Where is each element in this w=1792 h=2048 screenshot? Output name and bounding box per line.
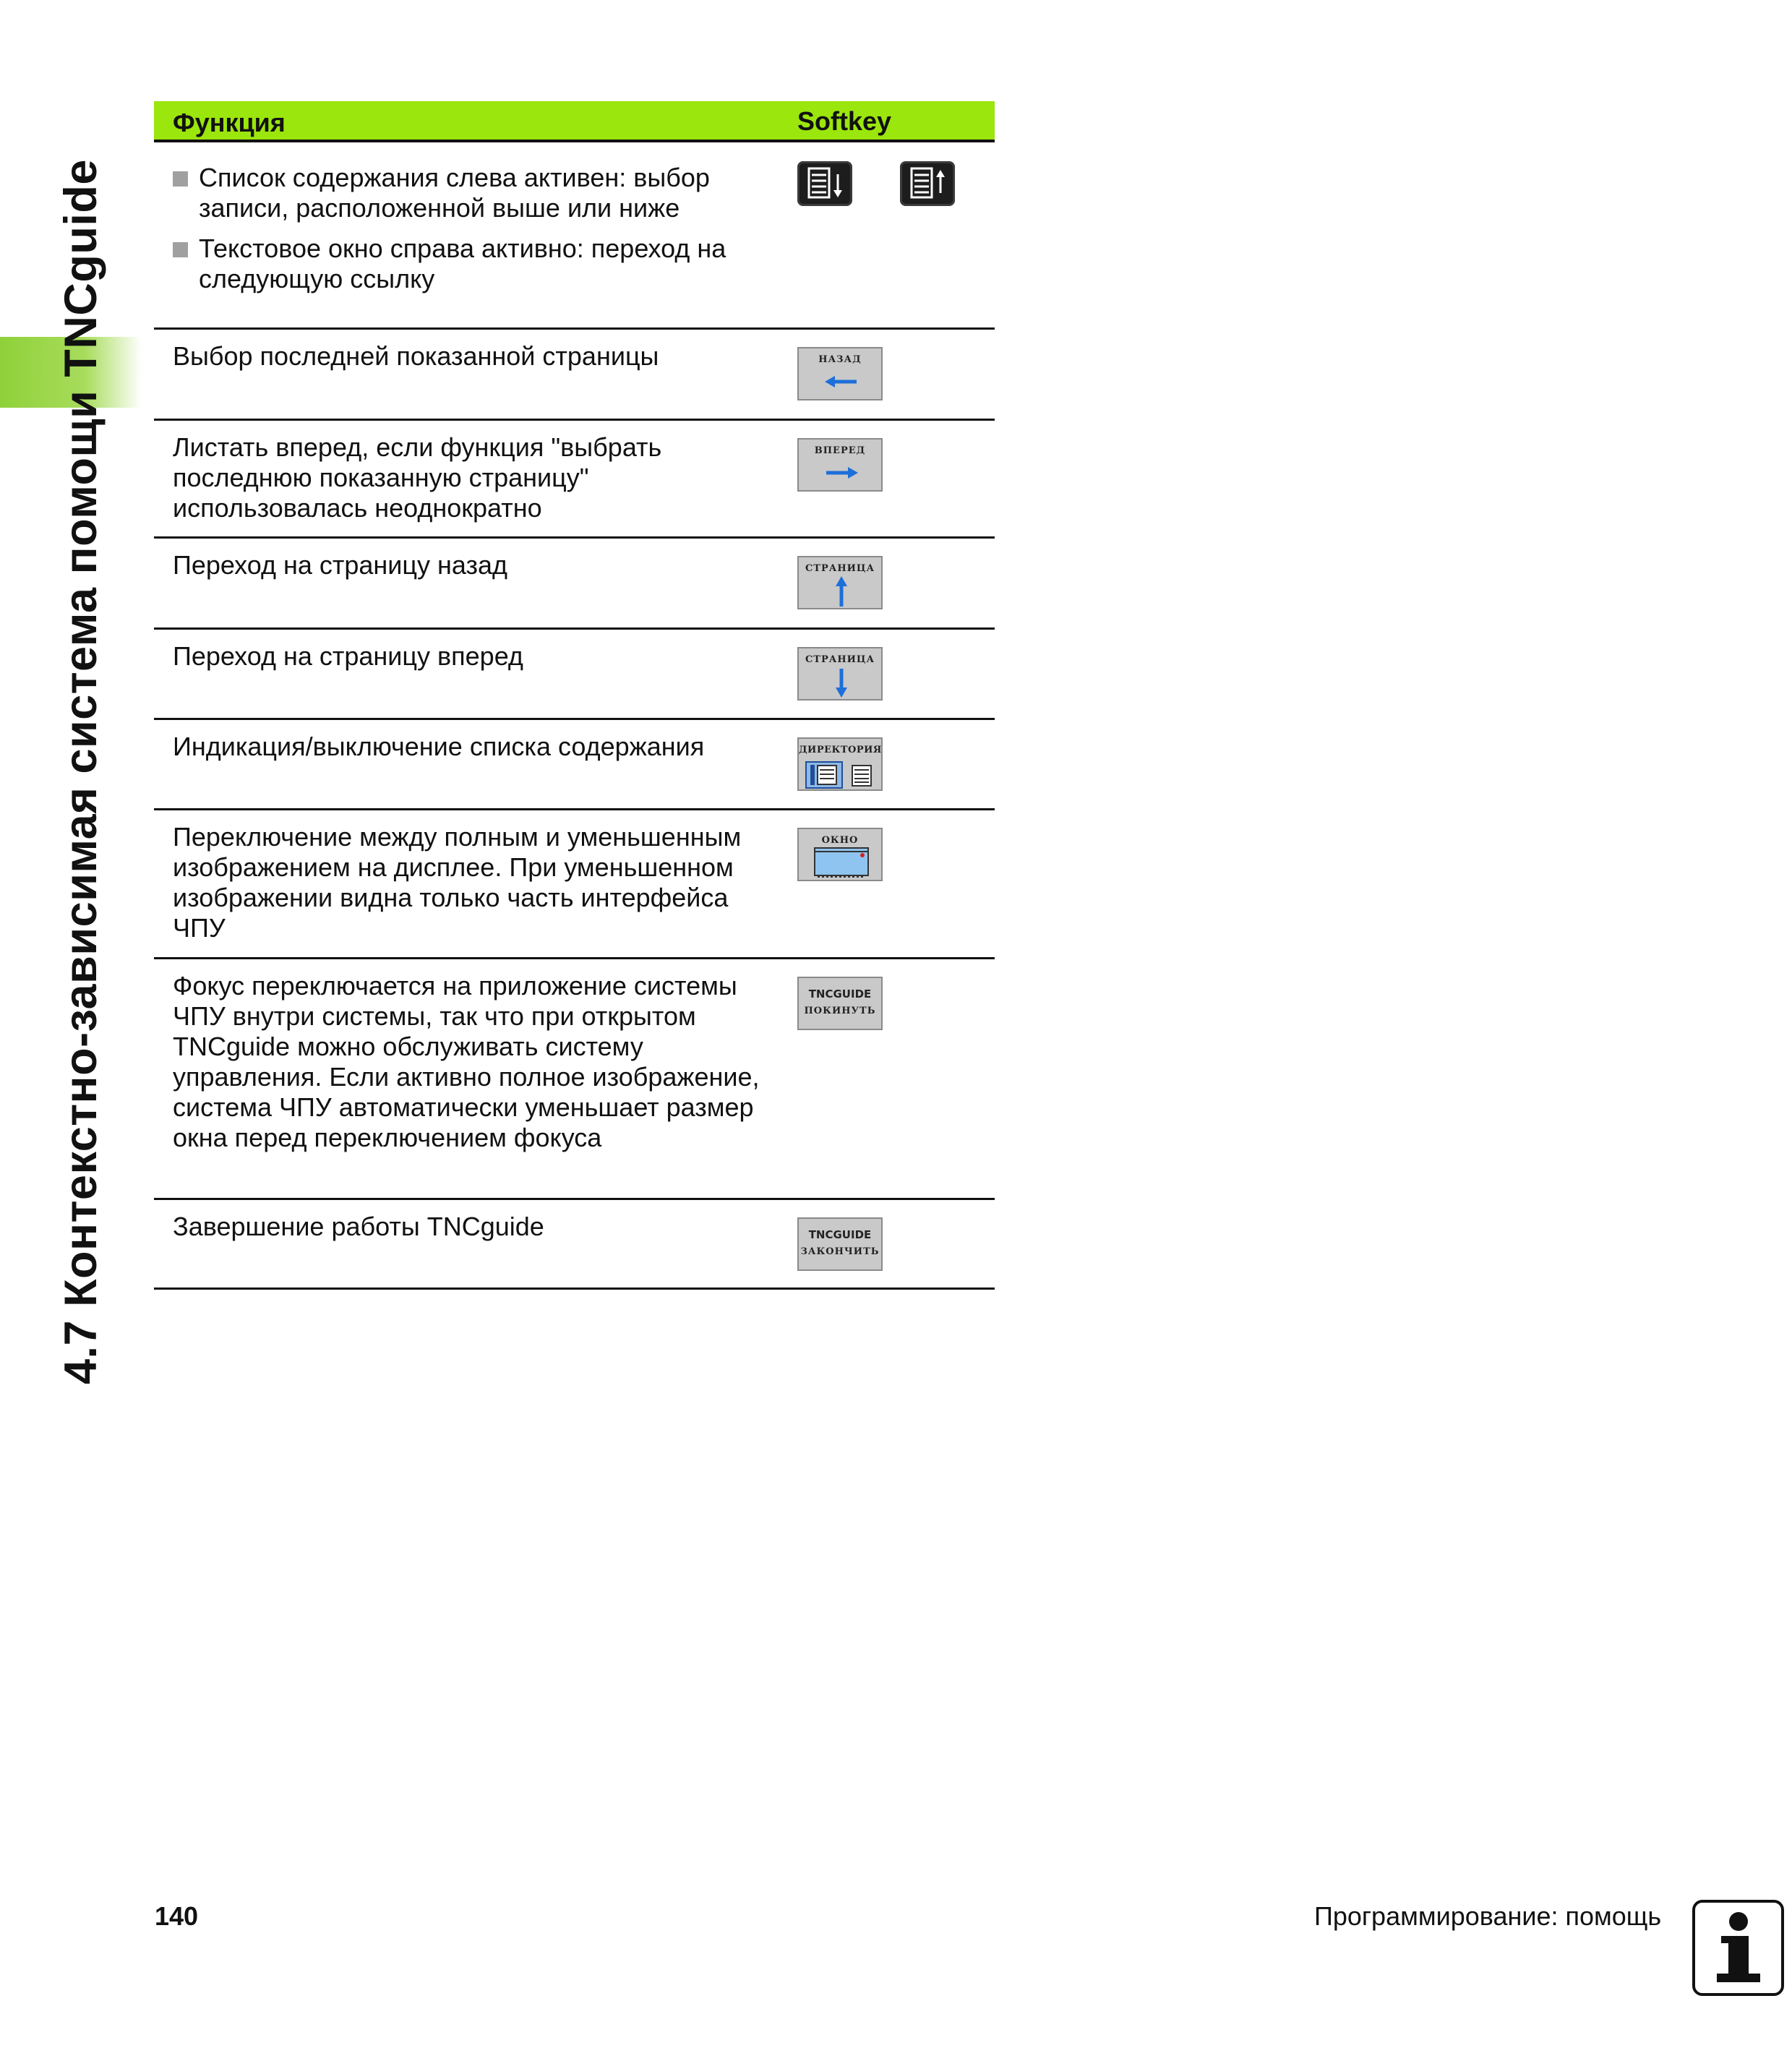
function-softkey-table [154,101,995,1290]
row-text: Выбор последней показанной страницы [173,341,659,371]
list-up-key-icon[interactable] [900,161,955,206]
page-down-softkey[interactable] [797,647,883,700]
softkey-label: TNCGUIDE [808,1228,872,1241]
row-text: Фокус переключается на приложение системы ЧПУ внутри системы, так что при открытом TNCguide можно обслуживать систему управления. Если активно полное изображение, система ЧПУ автоматически уменьшает размер окна перед переключением фокуса [173,971,760,1152]
arrow-down-icon [799,648,884,702]
softkey-label: ОКНО [821,835,859,846]
window-resize-icon [799,829,884,883]
row-text: Листать вперед, если функция "выбрать последнюю показанную страницу" использовалась неоднократно [173,432,662,523]
table-row [154,142,995,330]
softkey-label: ВПЕРЕД [814,445,866,456]
table-row [154,421,995,539]
header-softkey: Softkey [797,106,892,136]
table-row [154,720,995,810]
row-text: Переход на страницу вперед [173,641,523,671]
row-text: Переключение между полным и уменьшенным изображением на дисплее. При уменьшенном изображении видна только часть интерфейса ЧПУ [173,822,742,943]
row-text: Переход на страницу назад [173,550,508,580]
bullet-item: Текстовое окно справа активно: переход на следующую ссылку [173,233,773,294]
row-text: Индикация/выключение списка содержания [173,732,705,761]
header-function: Функция [173,108,286,137]
tncguide-exit-softkey[interactable] [797,1217,883,1271]
softkey-label: ДИРЕКТОРИЯ [799,745,882,755]
page-number: 140 [155,1901,199,1931]
footer-section-title: Программирование: помощь [1314,1901,1662,1931]
bullet-item: Список содержания слева активен: выбор записи, расположенной выше или ниже [173,163,773,223]
page-up-softkey[interactable] [797,556,883,609]
softkey-label: НАЗАД [818,354,862,365]
softkey-label: СТРАНИЦА [805,563,875,574]
table-row [154,539,995,630]
table-row [154,959,995,1200]
chapter-title-vertical: 4.7 Контекстно-зависимая система помощи TNCguide [56,159,106,1384]
list-down-key-icon[interactable] [797,161,852,206]
table-row [154,810,995,959]
table-row [154,330,995,421]
directory-softkey[interactable] [797,737,883,791]
table-row [154,630,995,720]
arrow-right-icon [799,440,884,493]
table-header [154,101,995,142]
toc-toggle-icon [799,739,884,792]
softkey-label: TNCGUIDE [808,987,872,1001]
table-row [154,1200,995,1290]
window-softkey[interactable] [797,828,883,881]
softkey-label-line2: ЗАКОНЧИТЬ [800,1246,880,1257]
arrow-up-icon [799,557,884,611]
softkey-label-line2: ПОКИНУТЬ [804,1006,876,1016]
softkey-label: СТРАНИЦА [805,654,875,665]
forward-softkey[interactable] [797,438,883,492]
row-text: Завершение работы TNCguide [173,1212,544,1241]
tncguide-leave-softkey[interactable] [797,977,883,1030]
back-softkey[interactable] [797,347,883,400]
info-icon [1692,1900,1784,1996]
arrow-left-icon [799,348,884,402]
